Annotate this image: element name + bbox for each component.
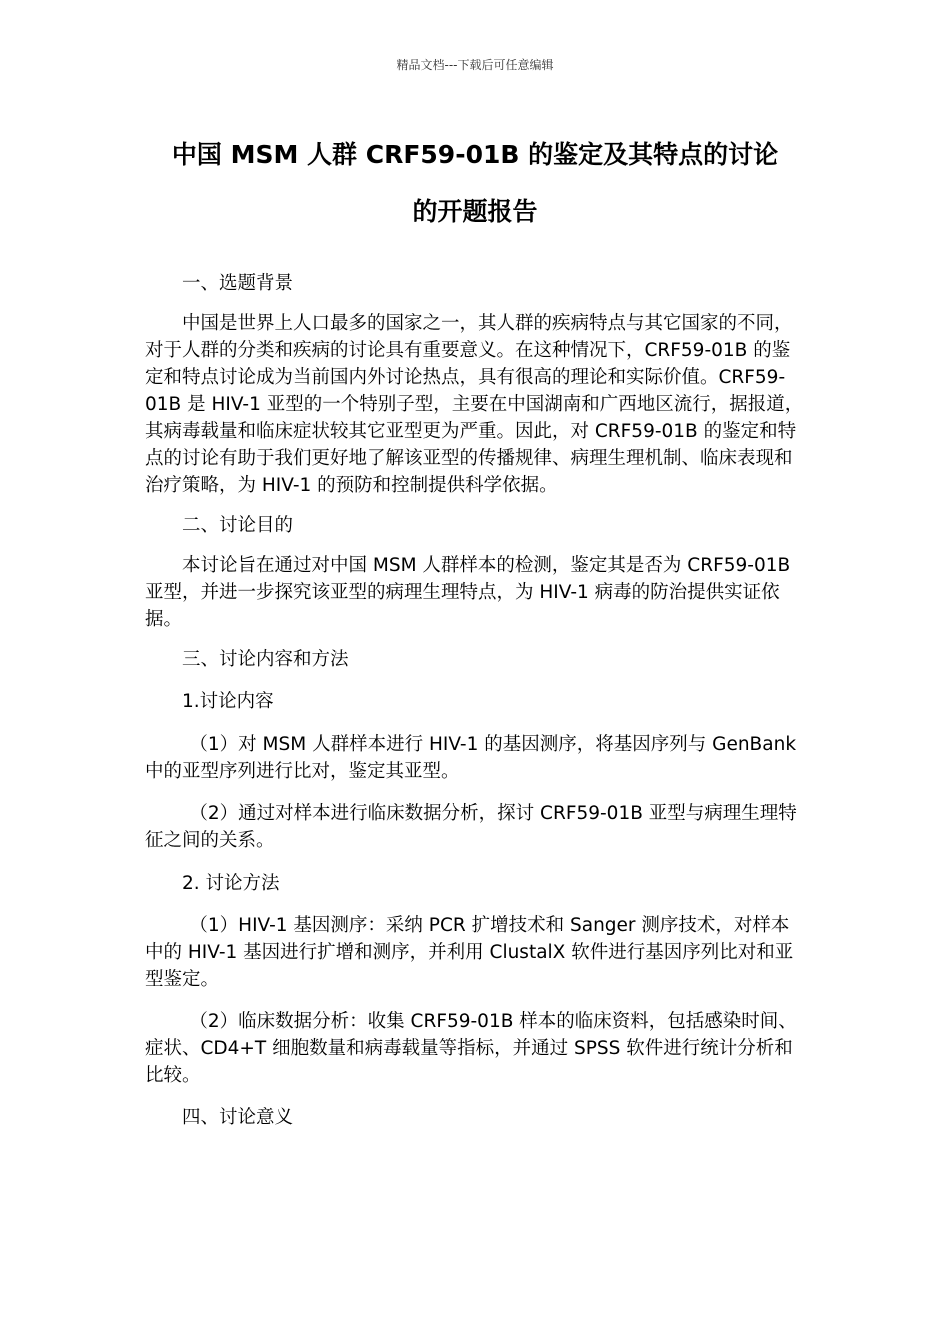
section-1-paragraph: 中国是世界上人口最多的国家之一，其人群的疾病特点与其它国家的不同，对于人群的分类和疾病的讨论具有重要意义。在这种情况下，CRF59-01B 的鉴定和特点讨论成为当前国内外讨论热点，具有很高的理论和实际价值。CRF59-01B 是 HIV-1 亚型的一个特别子型，主要在中国湖南和广西地区流行，据报道，其病毒载量和临床症状较其它亚型更为严重。因此，对 CRF59-01B 的鉴定和特点的讨论有助于我们更好地了解该亚型的传播规律、病理生理机制、临床表现和治疗策略，为 HIV-1 的预防和控制提供科学依据。 [145,313,804,496]
section-4-heading: 四、讨论意义 [182,1107,294,1128]
section-3-content-item-2: （2）通过对样本进行临床数据分析，探讨 CRF59-01B 亚型与病理生理特征之间的关系。 [145,803,797,851]
section-3-method-item-2: （2）临床数据分析：收集 CRF59-01B 样本的临床资料，包括感染时间、症状、CD4+T 细胞数量和病毒载量等指标，并通过 SPSS 软件进行统计分析和比较。 [145,1011,797,1086]
section-3-content-item-1: （1）对 MSM 人群样本进行 HIV-1 的基因测序，将基因序列与 GenBank 中的亚型序列进行比对，鉴定其亚型。 [145,734,797,782]
section-3-heading: 三、讨论内容和方法 [182,649,349,670]
section-2-heading: 二、讨论目的 [182,515,294,536]
section-3-subheading-methods: 2. 讨论方法 [182,873,280,894]
document-title-line-2: 的开题报告 [412,197,538,226]
document-header-note: 精品文档---下载后可任意编辑 [396,58,554,72]
document-body [145,270,807,1131]
section-3-method-item-1: （1）HIV-1 基因测序：采纳 PCR 扩增技术和 Sanger 测序技术，对样本中的 HIV-1 基因进行扩增和测序，并利用 ClustalX 软件进行基因序列比对和亚型鉴定。 [145,915,794,990]
document-title-line-1: 中国 MSM 人群 CRF59-01B 的鉴定及其特点的讨论 [171,140,779,169]
section-2-paragraph: 本讨论旨在通过对中国 MSM 人群样本的检测，鉴定其是否为 CRF59-01B 亚型，并进一步探究该亚型的病理生理特点，为 HIV-1 病毒的防治提供实证依据。 [145,555,791,630]
section-3-subheading-content: 1.讨论内容 [182,691,274,712]
section-1-heading: 一、选题背景 [182,273,294,294]
